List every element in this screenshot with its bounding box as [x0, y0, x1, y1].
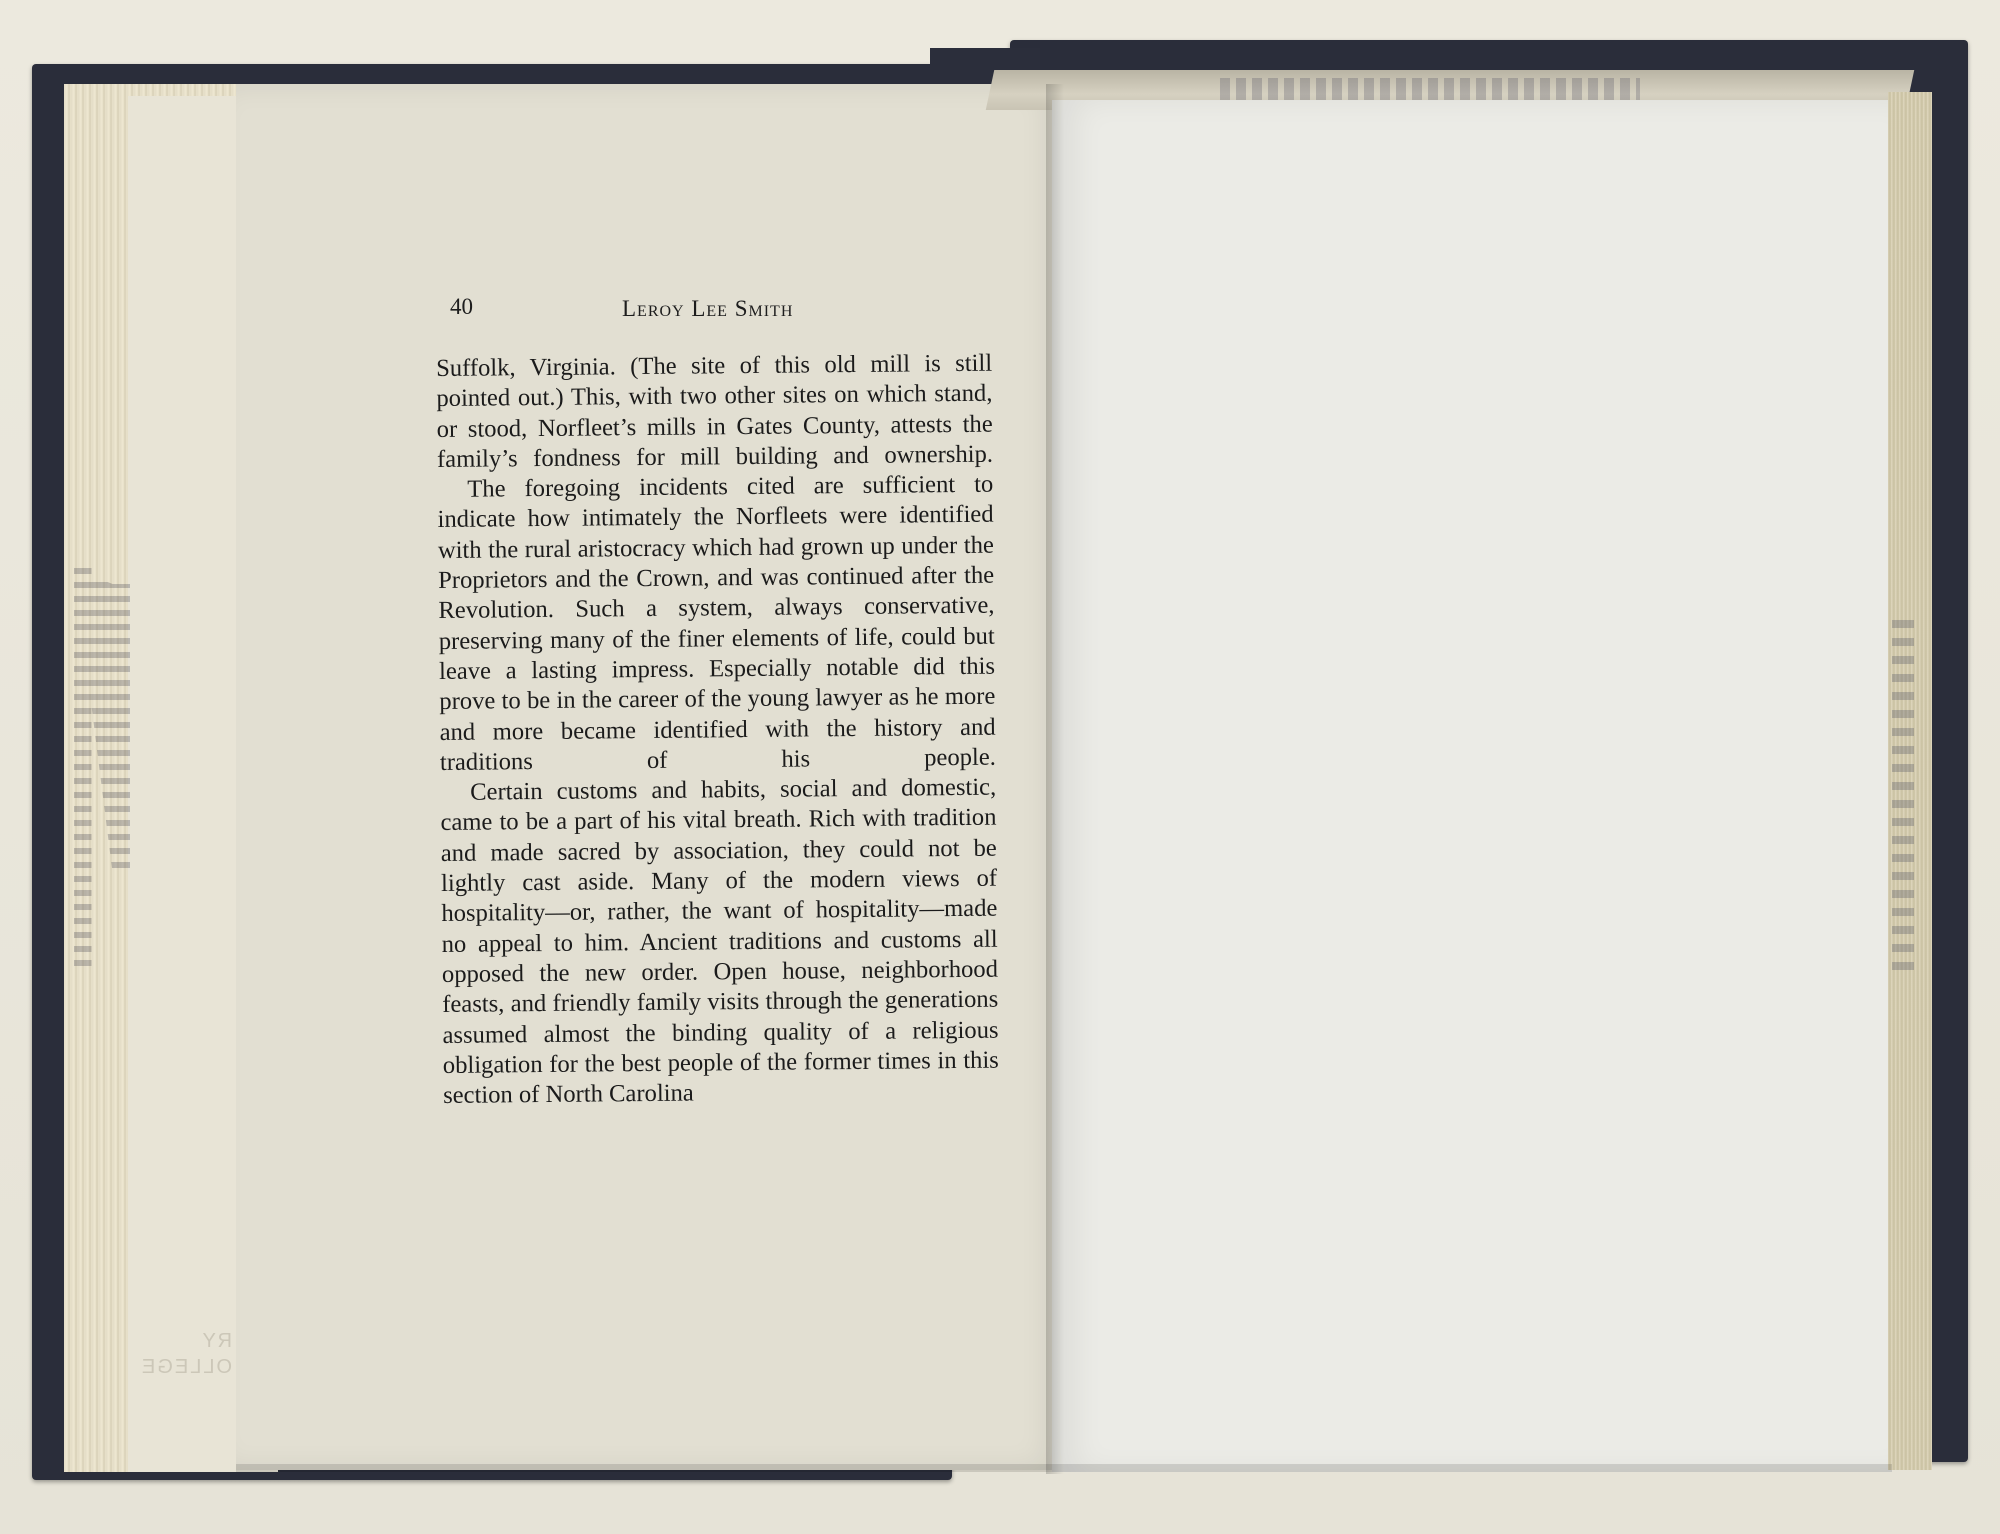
body-text	[436, 349, 999, 1112]
paragraph: Certain customs and habits, social and domestic, came to be a part of his vital breath. Rich with tradition and made sacred by association, they could not be lightly cast aside. Many of the modern views of hospitality—or, rather, the want of hospitality—made no appeal to him. Ancient traditions and customs all opposed the new order. Open house, neighborhood feasts, and friendly family visits through the generations assumed almost the binding quality of a religious obligation for the best people of the former times in this section of North Carolina	[440, 773, 999, 1110]
running-head: Leroy Lee Smith	[622, 296, 794, 321]
mirrored-library-stamp: RY OLLEGE	[139, 1330, 232, 1378]
bottom-shadow	[236, 1464, 1892, 1472]
page-header	[450, 294, 830, 324]
page-number: 40	[450, 294, 473, 319]
paragraph: The foregoing incidents cited are sufficient to indicate how intimately the Norfleets were identified with the rural aristocracy which had grown up under the Proprietors and the Crown, and was continued after the Revolution. Such a system, always conservative, preserving many of the finer elements of life, could but leave a lasting impress. Especially notable did this prove to be in the career of the young lawyer as he more and more became identified with the history and traditions of his people.	[437, 470, 997, 776]
ink-bleed-marks-right	[1892, 620, 1914, 980]
paragraph: Suffolk, Virginia. (The site of this old mill is still pointed out.) This, with two other sites on which stand, or stood, Norfleet’s mills in Gates County, attests the family’s fondness for mill building and ownership.	[436, 349, 994, 473]
right-page-blank	[1052, 100, 1892, 1472]
book-gutter	[1046, 84, 1064, 1474]
